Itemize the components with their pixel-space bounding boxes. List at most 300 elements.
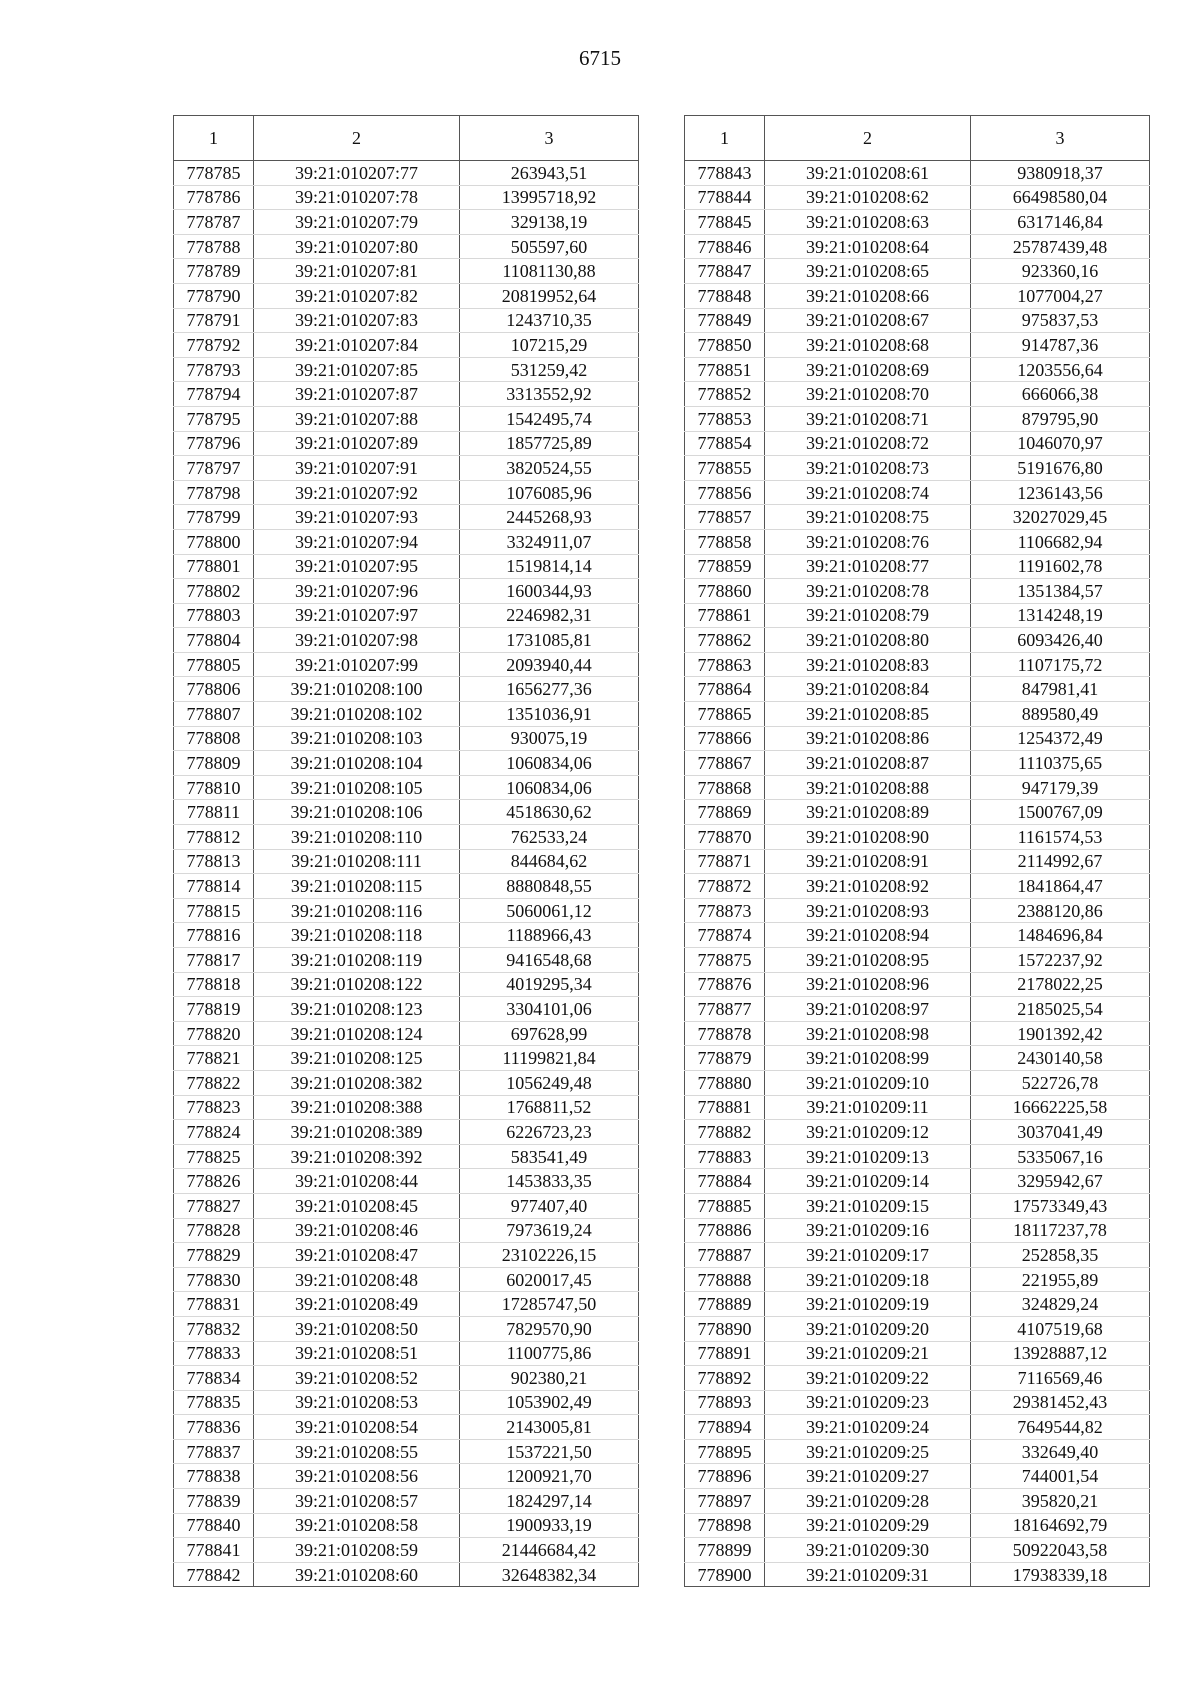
cadastral-number: 39:21:010208:49 (254, 1292, 460, 1317)
cadastral-value: 1572237,92 (971, 948, 1150, 973)
cadastral-value: 914787,36 (971, 333, 1150, 358)
row-number: 778869 (685, 800, 765, 825)
cadastral-number: 39:21:010208:102 (254, 702, 460, 727)
table-row (174, 505, 639, 530)
table-row (685, 628, 1150, 653)
table-row (174, 775, 639, 800)
cadastral-number: 39:21:010209:13 (765, 1144, 971, 1169)
table-row (174, 849, 639, 874)
cadastral-number: 39:21:010208:73 (765, 456, 971, 481)
cadastral-number: 39:21:010208:60 (254, 1562, 460, 1587)
cadastral-value: 8880848,55 (460, 874, 639, 899)
cadastral-number: 39:21:010207:88 (254, 406, 460, 431)
table-row (174, 431, 639, 456)
row-number: 778846 (685, 234, 765, 259)
table-row (174, 456, 639, 481)
cadastral-number: 39:21:010208:59 (254, 1538, 460, 1563)
table-row (685, 751, 1150, 776)
cadastral-value: 252858,35 (971, 1243, 1150, 1268)
row-number: 778799 (174, 505, 254, 530)
table-row (685, 1464, 1150, 1489)
cadastral-number: 39:21:010207:96 (254, 579, 460, 604)
table-row (174, 1095, 639, 1120)
cadastral-number: 39:21:010208:116 (254, 898, 460, 923)
table-row (174, 1218, 639, 1243)
row-number: 778801 (174, 554, 254, 579)
table-row (174, 1193, 639, 1218)
cadastral-number: 39:21:010208:77 (765, 554, 971, 579)
table-row (174, 1489, 639, 1514)
cadastral-number: 39:21:010208:97 (765, 997, 971, 1022)
cadastral-number: 39:21:010207:93 (254, 505, 460, 530)
cadastral-number: 39:21:010208:103 (254, 726, 460, 751)
row-number: 778858 (685, 529, 765, 554)
row-number: 778809 (174, 751, 254, 776)
table-row (174, 1439, 639, 1464)
row-number: 778839 (174, 1489, 254, 1514)
row-number: 778808 (174, 726, 254, 751)
table-row (174, 357, 639, 382)
cadastral-number: 39:21:010208:382 (254, 1070, 460, 1095)
row-number: 778847 (685, 259, 765, 284)
row-number: 778819 (174, 997, 254, 1022)
cadastral-number: 39:21:010207:84 (254, 333, 460, 358)
cadastral-number: 39:21:010208:44 (254, 1169, 460, 1194)
cadastral-value: 5060061,12 (460, 898, 639, 923)
table-row (685, 1489, 1150, 1514)
table-row (685, 1267, 1150, 1292)
cadastral-number: 39:21:010207:82 (254, 283, 460, 308)
table-row (174, 972, 639, 997)
table-row (685, 579, 1150, 604)
row-number: 778896 (685, 1464, 765, 1489)
row-number: 778807 (174, 702, 254, 727)
row-number: 778800 (174, 529, 254, 554)
table-row (174, 923, 639, 948)
row-number: 778848 (685, 283, 765, 308)
cadastral-value: 1519814,14 (460, 554, 639, 579)
cadastral-number: 39:21:010209:12 (765, 1120, 971, 1145)
page-number: 6715 (579, 46, 621, 70)
table-row (174, 406, 639, 431)
cadastral-value: 844684,62 (460, 849, 639, 874)
cadastral-number: 39:21:010208:392 (254, 1144, 460, 1169)
table-row (174, 308, 639, 333)
cadastral-number: 39:21:010208:125 (254, 1046, 460, 1071)
table-row (685, 1366, 1150, 1391)
cadastral-number: 39:21:010208:88 (765, 775, 971, 800)
cadastral-value: 1236143,56 (971, 480, 1150, 505)
table-row (174, 554, 639, 579)
cadastral-number: 39:21:010208:99 (765, 1046, 971, 1071)
cadastral-number: 39:21:010209:31 (765, 1562, 971, 1587)
cadastral-number: 39:21:010209:16 (765, 1218, 971, 1243)
row-number: 778877 (685, 997, 765, 1022)
row-number: 778791 (174, 308, 254, 333)
table-row (685, 825, 1150, 850)
cadastral-number: 39:21:010208:84 (765, 677, 971, 702)
table-row (174, 825, 639, 850)
table-row (174, 1513, 639, 1538)
cadastral-value: 4019295,34 (460, 972, 639, 997)
row-number: 778789 (174, 259, 254, 284)
row-number: 778855 (685, 456, 765, 481)
table-row (685, 554, 1150, 579)
cadastral-number: 39:21:010208:87 (765, 751, 971, 776)
row-number: 778895 (685, 1439, 765, 1464)
table-row (685, 1095, 1150, 1120)
cadastral-number: 39:21:010208:100 (254, 677, 460, 702)
cadastral-value: 1484696,84 (971, 923, 1150, 948)
cadastral-value: 902380,21 (460, 1366, 639, 1391)
cadastral-value: 7829570,90 (460, 1316, 639, 1341)
row-number: 778790 (174, 283, 254, 308)
row-number: 778803 (174, 603, 254, 628)
cadastral-value: 505597,60 (460, 234, 639, 259)
cadastral-number: 39:21:010208:61 (765, 161, 971, 186)
cadastral-value: 32027029,45 (971, 505, 1150, 530)
cadastral-number: 39:21:010208:85 (765, 702, 971, 727)
cadastral-number: 39:21:010208:50 (254, 1316, 460, 1341)
row-number: 778872 (685, 874, 765, 899)
cadastral-number: 39:21:010207:83 (254, 308, 460, 333)
row-number: 778862 (685, 628, 765, 653)
cadastral-value: 2430140,58 (971, 1046, 1150, 1071)
table-row (174, 1144, 639, 1169)
table-row (174, 1021, 639, 1046)
row-number: 778886 (685, 1218, 765, 1243)
row-number: 778861 (685, 603, 765, 628)
table-header (685, 116, 1150, 161)
table-row (685, 382, 1150, 407)
cadastral-value: 11199821,84 (460, 1046, 639, 1071)
cadastral-number: 39:21:010208:106 (254, 800, 460, 825)
cadastral-number: 39:21:010209:23 (765, 1390, 971, 1415)
cadastral-value: 1824297,14 (460, 1489, 639, 1514)
cadastral-value: 697628,99 (460, 1021, 639, 1046)
row-number: 778881 (685, 1095, 765, 1120)
row-number: 778841 (174, 1538, 254, 1563)
cadastral-number: 39:21:010208:74 (765, 480, 971, 505)
cadastral-value: 3037041,49 (971, 1120, 1150, 1145)
cadastral-value: 324829,24 (971, 1292, 1150, 1317)
cadastral-number: 39:21:010209:21 (765, 1341, 971, 1366)
row-number: 778828 (174, 1218, 254, 1243)
cadastral-value: 1053902,49 (460, 1390, 639, 1415)
table-row (685, 1070, 1150, 1095)
cadastral-value: 1106682,94 (971, 529, 1150, 554)
cadastral-number: 39:21:010208:71 (765, 406, 971, 431)
cadastral-value: 21446684,42 (460, 1538, 639, 1563)
row-number: 778813 (174, 849, 254, 874)
cadastral-number: 39:21:010207:94 (254, 529, 460, 554)
cadastral-number: 39:21:010208:68 (765, 333, 971, 358)
cadastral-number: 39:21:010208:78 (765, 579, 971, 604)
table-row (685, 529, 1150, 554)
cadastral-number: 39:21:010208:115 (254, 874, 460, 899)
row-number: 778868 (685, 775, 765, 800)
table-row (174, 1292, 639, 1317)
table-row (685, 1021, 1150, 1046)
cadastral-value: 329138,19 (460, 210, 639, 235)
table-row (174, 1464, 639, 1489)
cadastral-value: 3313552,92 (460, 382, 639, 407)
cadastral-number: 39:21:010209:14 (765, 1169, 971, 1194)
table-row (685, 210, 1150, 235)
row-number: 778825 (174, 1144, 254, 1169)
cadastral-number: 39:21:010208:63 (765, 210, 971, 235)
cadastral-number: 39:21:010208:64 (765, 234, 971, 259)
row-number: 778805 (174, 652, 254, 677)
cadastral-number: 39:21:010207:85 (254, 357, 460, 382)
cadastral-number: 39:21:010208:98 (765, 1021, 971, 1046)
row-number: 778817 (174, 948, 254, 973)
cadastral-number: 39:21:010209:17 (765, 1243, 971, 1268)
table-row (685, 234, 1150, 259)
row-number: 778792 (174, 333, 254, 358)
column-header-1: 1 (174, 116, 254, 161)
table-row (174, 480, 639, 505)
row-number: 778891 (685, 1341, 765, 1366)
cadastral-value: 522726,78 (971, 1070, 1150, 1095)
cadastral-value: 1768811,52 (460, 1095, 639, 1120)
row-number: 778821 (174, 1046, 254, 1071)
cadastral-value: 1254372,49 (971, 726, 1150, 751)
row-number: 778900 (685, 1562, 765, 1587)
table-row (685, 874, 1150, 899)
cadastral-number: 39:21:010208:96 (765, 972, 971, 997)
table-row (685, 1513, 1150, 1538)
cadastral-number: 39:21:010208:47 (254, 1243, 460, 1268)
cadastral-value: 332649,40 (971, 1439, 1150, 1464)
table-row (685, 480, 1150, 505)
table-row (685, 775, 1150, 800)
row-number: 778786 (174, 185, 254, 210)
cadastral-value: 889580,49 (971, 702, 1150, 727)
left-table (173, 115, 639, 1587)
cadastral-number: 39:21:010208:105 (254, 775, 460, 800)
row-number: 778840 (174, 1513, 254, 1538)
cadastral-number: 39:21:010208:104 (254, 751, 460, 776)
table-row (174, 628, 639, 653)
cadastral-value: 1351384,57 (971, 579, 1150, 604)
cadastral-value: 5191676,80 (971, 456, 1150, 481)
cadastral-value: 1857725,89 (460, 431, 639, 456)
cadastral-number: 39:21:010208:95 (765, 948, 971, 973)
table-row (174, 1415, 639, 1440)
cadastral-value: 1900933,19 (460, 1513, 639, 1538)
cadastral-number: 39:21:010208:93 (765, 898, 971, 923)
row-number: 778859 (685, 554, 765, 579)
cadastral-number: 39:21:010209:30 (765, 1538, 971, 1563)
row-number: 778849 (685, 308, 765, 333)
table-row (174, 185, 639, 210)
cadastral-number: 39:21:010208:122 (254, 972, 460, 997)
column-header-3: 3 (971, 116, 1150, 161)
table-row (685, 431, 1150, 456)
row-number: 778856 (685, 480, 765, 505)
cadastral-value: 50922043,58 (971, 1538, 1150, 1563)
row-number: 778865 (685, 702, 765, 727)
cadastral-number: 39:21:010209:19 (765, 1292, 971, 1317)
cadastral-value: 17285747,50 (460, 1292, 639, 1317)
row-number: 778812 (174, 825, 254, 850)
table-row (174, 1366, 639, 1391)
table-row (685, 898, 1150, 923)
column-header-3: 3 (460, 116, 639, 161)
row-number: 778823 (174, 1095, 254, 1120)
row-number: 778802 (174, 579, 254, 604)
cadastral-number: 39:21:010207:78 (254, 185, 460, 210)
cadastral-number: 39:21:010208:388 (254, 1095, 460, 1120)
cadastral-number: 39:21:010208:92 (765, 874, 971, 899)
table-row (685, 1046, 1150, 1071)
row-number: 778870 (685, 825, 765, 850)
row-number: 778867 (685, 751, 765, 776)
cadastral-value: 1453833,35 (460, 1169, 639, 1194)
row-number: 778857 (685, 505, 765, 530)
table-row (174, 259, 639, 284)
cadastral-value: 18164692,79 (971, 1513, 1150, 1538)
cadastral-value: 3324911,07 (460, 529, 639, 554)
table-row (685, 1439, 1150, 1464)
cadastral-value: 1100775,86 (460, 1341, 639, 1366)
row-number: 778827 (174, 1193, 254, 1218)
cadastral-number: 39:21:010208:56 (254, 1464, 460, 1489)
table-row (174, 800, 639, 825)
table-row (685, 702, 1150, 727)
cadastral-value: 18117237,78 (971, 1218, 1150, 1243)
table-row (685, 849, 1150, 874)
table-body (685, 161, 1150, 1587)
cadastral-value: 1056249,48 (460, 1070, 639, 1095)
cadastral-value: 744001,54 (971, 1464, 1150, 1489)
table-row (174, 1341, 639, 1366)
header-row (174, 116, 639, 161)
table-row (685, 1243, 1150, 1268)
row-number: 778893 (685, 1390, 765, 1415)
column-header-2: 2 (765, 116, 971, 161)
row-number: 778897 (685, 1489, 765, 1514)
cadastral-number: 39:21:010208:70 (765, 382, 971, 407)
cadastral-number: 39:21:010208:67 (765, 308, 971, 333)
cadastral-value: 1500767,09 (971, 800, 1150, 825)
row-number: 778845 (685, 210, 765, 235)
table-row (685, 308, 1150, 333)
table-row (174, 677, 639, 702)
row-number: 778788 (174, 234, 254, 259)
table-row (685, 1562, 1150, 1587)
cadastral-value: 1107175,72 (971, 652, 1150, 677)
cadastral-number: 39:21:010208:54 (254, 1415, 460, 1440)
cadastral-value: 9380918,37 (971, 161, 1150, 186)
row-number: 778850 (685, 333, 765, 358)
cadastral-value: 107215,29 (460, 333, 639, 358)
row-number: 778852 (685, 382, 765, 407)
table-row (174, 1316, 639, 1341)
cadastral-value: 6226723,23 (460, 1120, 639, 1145)
cadastral-number: 39:21:010208:86 (765, 726, 971, 751)
row-number: 778818 (174, 972, 254, 997)
cadastral-number: 39:21:010209:28 (765, 1489, 971, 1514)
table-row (174, 898, 639, 923)
cadastral-number: 39:21:010209:10 (765, 1070, 971, 1095)
table-row (685, 972, 1150, 997)
cadastral-value: 1077004,27 (971, 283, 1150, 308)
cadastral-value: 4518630,62 (460, 800, 639, 825)
row-number: 778795 (174, 406, 254, 431)
cadastral-number: 39:21:010208:123 (254, 997, 460, 1022)
row-number: 778843 (685, 161, 765, 186)
table-row (685, 997, 1150, 1022)
row-number: 778889 (685, 1292, 765, 1317)
table-row (174, 652, 639, 677)
row-number: 778899 (685, 1538, 765, 1563)
cadastral-value: 7973619,24 (460, 1218, 639, 1243)
row-number: 778854 (685, 431, 765, 456)
row-number: 778836 (174, 1415, 254, 1440)
table-row (685, 1218, 1150, 1243)
row-number: 778815 (174, 898, 254, 923)
cadastral-value: 7649544,82 (971, 1415, 1150, 1440)
cadastral-value: 17573349,43 (971, 1193, 1150, 1218)
cadastral-value: 847981,41 (971, 677, 1150, 702)
cadastral-value: 5335067,16 (971, 1144, 1150, 1169)
row-number: 778816 (174, 923, 254, 948)
cadastral-value: 7116569,46 (971, 1366, 1150, 1391)
row-number: 778884 (685, 1169, 765, 1194)
table-row (174, 1562, 639, 1587)
table-row (685, 652, 1150, 677)
cadastral-value: 1060834,06 (460, 775, 639, 800)
cadastral-value: 1203556,64 (971, 357, 1150, 382)
table-row (174, 603, 639, 628)
cadastral-value: 2114992,67 (971, 849, 1150, 874)
row-number: 778824 (174, 1120, 254, 1145)
row-number: 778837 (174, 1439, 254, 1464)
table-row (174, 726, 639, 751)
cadastral-value: 6093426,40 (971, 628, 1150, 653)
cadastral-number: 39:21:010207:77 (254, 161, 460, 186)
row-number: 778883 (685, 1144, 765, 1169)
cadastral-number: 39:21:010208:46 (254, 1218, 460, 1243)
cadastral-value: 2178022,25 (971, 972, 1150, 997)
table-row (174, 874, 639, 899)
table-row (685, 456, 1150, 481)
table-row (174, 1169, 639, 1194)
cadastral-number: 39:21:010208:110 (254, 825, 460, 850)
cadastral-value: 1200921,70 (460, 1464, 639, 1489)
cadastral-number: 39:21:010208:62 (765, 185, 971, 210)
cadastral-value: 1656277,36 (460, 677, 639, 702)
cadastral-number: 39:21:010208:52 (254, 1366, 460, 1391)
cadastral-value: 2388120,86 (971, 898, 1150, 923)
cadastral-number: 39:21:010207:95 (254, 554, 460, 579)
cadastral-value: 1161574,53 (971, 825, 1150, 850)
cadastral-value: 1314248,19 (971, 603, 1150, 628)
row-number: 778787 (174, 210, 254, 235)
table-row (174, 948, 639, 973)
cadastral-value: 1537221,50 (460, 1439, 639, 1464)
cadastral-value: 1841864,47 (971, 874, 1150, 899)
cadastral-number: 39:21:010208:65 (765, 259, 971, 284)
row-number: 778842 (174, 1562, 254, 1587)
table-row (685, 1169, 1150, 1194)
cadastral-number: 39:21:010208:57 (254, 1489, 460, 1514)
table-row (174, 161, 639, 186)
cadastral-value: 25787439,48 (971, 234, 1150, 259)
row-number: 778810 (174, 775, 254, 800)
